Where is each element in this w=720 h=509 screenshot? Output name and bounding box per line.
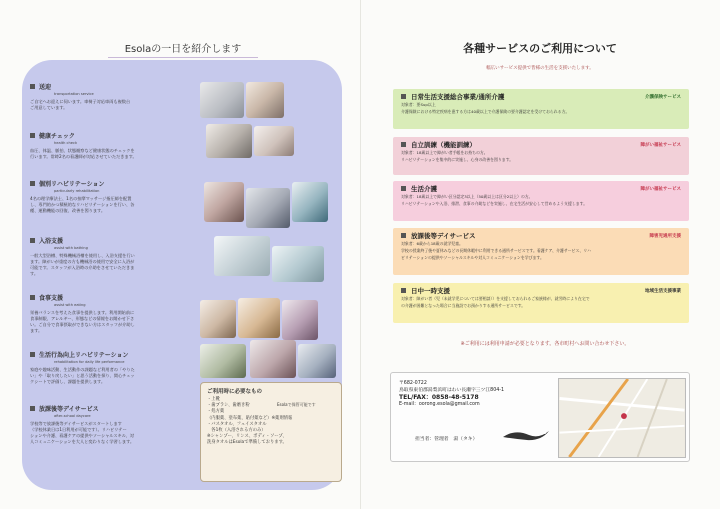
bullet-icon: [30, 133, 35, 138]
item-title: 送迎: [39, 84, 52, 91]
service-line: 対象者：要Sup以上: [401, 102, 436, 107]
required-item: ・歯ブラシ、歯磨き粉: [207, 403, 250, 409]
required-item: ・バスタオル、フェイスタオル: [207, 421, 267, 427]
required-item: ・処方薬: [207, 409, 225, 415]
service-line: 対象者：18歳以上で障がい者手帳をお持ちの方。: [401, 150, 488, 155]
desc-line: ます。障がいが重度の方も機械浴の使用で安全に入浴が: [30, 259, 135, 264]
address: 鳥取県東伯郡湯梨浜町はわい長瀬字三ツ江804-1: [399, 388, 505, 393]
bullet-icon: [30, 84, 35, 89]
service-line: の介護が困難となった場合に当施設でお預かりする通所サービスです。: [401, 303, 526, 308]
desc-line: し、専門的かつ積極的なリハビリテーションを行い、各: [30, 202, 135, 207]
service-daytime-support: [393, 283, 689, 323]
required-item: ※シャンプー、リンス、ボディ・ソープ、: [207, 434, 287, 440]
photo-activity-2: [250, 340, 296, 378]
photo-bath-1: [214, 236, 270, 276]
desc-line: ションや介護、看護ケアの提供やソーシャルスキル、対: [30, 433, 134, 438]
item-subtitle: after-school daycare: [54, 414, 91, 418]
bullet-icon: [401, 94, 406, 99]
location-map: [558, 378, 686, 458]
photo-activity-3: [298, 344, 336, 378]
service-life-care: [393, 181, 689, 221]
photo-transport-staff: [246, 82, 284, 118]
bullet-icon: [30, 406, 35, 411]
item-title: 放課後等デイサービス: [39, 406, 99, 413]
service-name: 日常生活支援総合事業/通所介護: [411, 93, 505, 101]
bullet-icon: [401, 186, 406, 191]
item-subtitle: health check: [54, 141, 78, 145]
required-item: （内服薬、塗布薬、貼付薬など）※薬剤情報: [207, 415, 293, 421]
item-desc: [30, 99, 195, 111]
item-health-check: [30, 131, 195, 160]
required-items-box: [200, 382, 342, 482]
item-title: 個別リハビリテーション: [39, 181, 105, 188]
bullet-icon: [401, 233, 406, 238]
service-independence-training: [393, 137, 689, 175]
service-line: 対象者：6歳から18歳の就学児童。: [401, 241, 463, 246]
photo-transport-van: [200, 82, 244, 118]
item-desc: [30, 148, 195, 160]
bullet-icon: [401, 288, 406, 293]
photo-rehab-2: [246, 188, 290, 228]
service-afterschool: [393, 228, 689, 275]
desc-line: い」や「取り戻したい」と思う活動を探り、関心チェッ: [30, 373, 135, 378]
item-afterschool: [30, 404, 195, 445]
item-desc: [30, 196, 195, 214]
item-bathing: [30, 236, 195, 277]
desc-line: 学校等で放課後等デイサービスがスタートします: [30, 421, 122, 426]
item-desc: [30, 367, 195, 385]
desc-line: 食事制限、アレルギー、形態などの情報をお聞かせ下さ: [30, 316, 135, 321]
item-subtitle: assist with bathing: [54, 246, 88, 250]
desc-line: 血圧、体温、脈拍、状態観察など健康状態のチェックを: [30, 148, 135, 153]
item-subtitle: rehabilitation for daily life performance: [54, 360, 125, 364]
bullet-icon: [30, 295, 35, 300]
staff-contact: 担当者：管理者 湯（タキ）: [415, 437, 478, 442]
item-subtitle: transportation service: [54, 92, 94, 96]
service-line: 対象者：18歳以上で障がい区分認定3以上（50歳以上は区分2以上）の方。: [401, 194, 533, 199]
bullet-icon: [401, 142, 406, 147]
desc-line: 栄養バランスを考えた食事を提供します。利用開始前に: [30, 310, 135, 315]
item-title: 入浴支援: [39, 238, 64, 245]
required-item: 各1枚（入浴される方のみ）: [207, 428, 266, 434]
service-day-care: [393, 89, 689, 129]
service-name: 自立訓練（機能訓練）: [411, 141, 476, 149]
item-title: 健康チェック: [39, 133, 75, 140]
service-line: 学校の授業終了後や夏休みなどの長期休暇中に利用できる通所サービスです。看護ケア、介護サービス、リハ: [401, 248, 592, 253]
desc-line: 可能です。スタッフが入浴時の介助をさせていただきま: [30, 265, 135, 270]
desc-line: ます。: [30, 328, 43, 333]
photo-activity-1: [200, 344, 246, 378]
item-title: 生活行為向上リハビリテーション: [39, 352, 129, 359]
required-item: ・上靴: [207, 397, 220, 402]
item-desc: [30, 310, 195, 334]
application-notice: ※ご利用には利用申請が必要となります。各市町村へお問い合わせ下さい。: [460, 341, 630, 347]
right-page-title: 各種サービスのご利用について: [463, 42, 617, 55]
bullet-icon: [30, 181, 35, 186]
photo-rehab-3: [292, 182, 328, 222]
service-line: リハビリテーションや入浴、排泄、食事の介助などを実施し、在宅生活が安心して営めるよう支援します。: [401, 201, 588, 206]
service-name: 日中一時支援: [411, 287, 450, 295]
desc-line: 行います。常時2名の看護師が対応させていただきます。: [30, 154, 137, 159]
item-transport: [30, 82, 195, 111]
photo-rehab-1: [204, 182, 244, 222]
storage-note: Esolaで保管可能です: [277, 402, 316, 407]
bird-logo-icon: [501, 427, 551, 443]
contact-box: [390, 372, 690, 462]
item-life-rehab: [30, 350, 195, 385]
required-items-title: ご利用時に必要なもの: [207, 389, 263, 395]
desc-line: クシートで評価し、課題を提供します。: [30, 379, 106, 384]
postal-code: 〒682-0722: [399, 381, 427, 386]
photo-meal-1: [200, 300, 236, 338]
photo-health-check: [206, 124, 252, 158]
service-category: 介護保険サービス: [645, 94, 681, 100]
email-address: E‐mail：oorong.esola@gmail.com: [399, 402, 480, 407]
photo-meal-3: [282, 300, 318, 340]
desc-line: 一般大型浴槽、特殊機械浴槽を使用し、入浴支援を行い: [30, 253, 135, 258]
service-line: リハビリテーションを集中的に実施し、心身の改善を図ります。: [401, 157, 514, 162]
item-meals: [30, 293, 195, 334]
photo-meal-2: [238, 298, 280, 338]
photo-bath-2: [272, 246, 324, 282]
desc-line: ご用意しています。: [30, 105, 68, 110]
bullet-icon: [30, 352, 35, 357]
photo-blood-pressure: [254, 126, 294, 156]
bullet-icon: [30, 238, 35, 243]
page-fold: [360, 0, 361, 509]
required-item: 洗身タオルはEsolaで準備しております。: [207, 440, 287, 446]
service-category: 障がい福祉サービス: [640, 186, 681, 192]
service-category: 地域生活支援事業: [645, 288, 681, 294]
service-category: 障害児通所支援: [649, 233, 681, 239]
contact-info: [399, 380, 504, 408]
service-category: 障がい福祉サービス: [640, 142, 681, 148]
desc-line: い。ご自分で食事摂取ができない方はスタッフが介助し: [30, 322, 135, 327]
item-desc: [30, 253, 195, 277]
item-subtitle: assist with eating: [54, 303, 86, 307]
service-name: 生活介護: [411, 185, 437, 193]
desc-line: 家庭や趣味活動、生活動作の課題など利用者の「やりた: [30, 367, 135, 372]
item-rehab: [30, 179, 195, 214]
item-desc: [30, 421, 195, 445]
item-subtitle: particularly rehabilitation: [54, 189, 100, 193]
desc-line: す。: [30, 271, 39, 276]
service-line: ビリテーションの提供やソーシャルスキルや対人コミュニケーションを学びます。: [401, 255, 544, 260]
item-title: 食事支援: [39, 295, 64, 302]
service-line: 対象者：障がい者（児（未就学児については要相談））を支援しておられるご家族様が、就労時により在宅で: [401, 296, 590, 301]
desc-line: 人コミュニケーションを大人と変わりなく学習します。: [30, 439, 135, 444]
desc-line: 4名の理学療法士、1名の按摩マッサージ指圧師を配置: [30, 196, 132, 201]
desc-line: 種、運動機能の回復、改善を図ります。: [30, 208, 106, 213]
desc-line: （学校休業日は1日利用が可能です）。リハビリテー: [30, 427, 127, 432]
left-page-title: Esolaの一日を紹介します: [108, 40, 258, 58]
phone-number: TEL/FAX：0858-48-5178: [399, 394, 479, 401]
right-page-subtitle: 幅広いサービス提供で皆様の生活を支援いたします。: [486, 66, 594, 71]
service-name: 放課後等デイサービス: [411, 232, 476, 240]
service-line: 介護保険における特定疾病を患する方は40歳以上で介護保険の要介護認定を受けておられる方。: [401, 109, 570, 114]
desc-line: ご自宅へお迎えに伺います。車椅子対応車両も複数台: [30, 99, 131, 104]
